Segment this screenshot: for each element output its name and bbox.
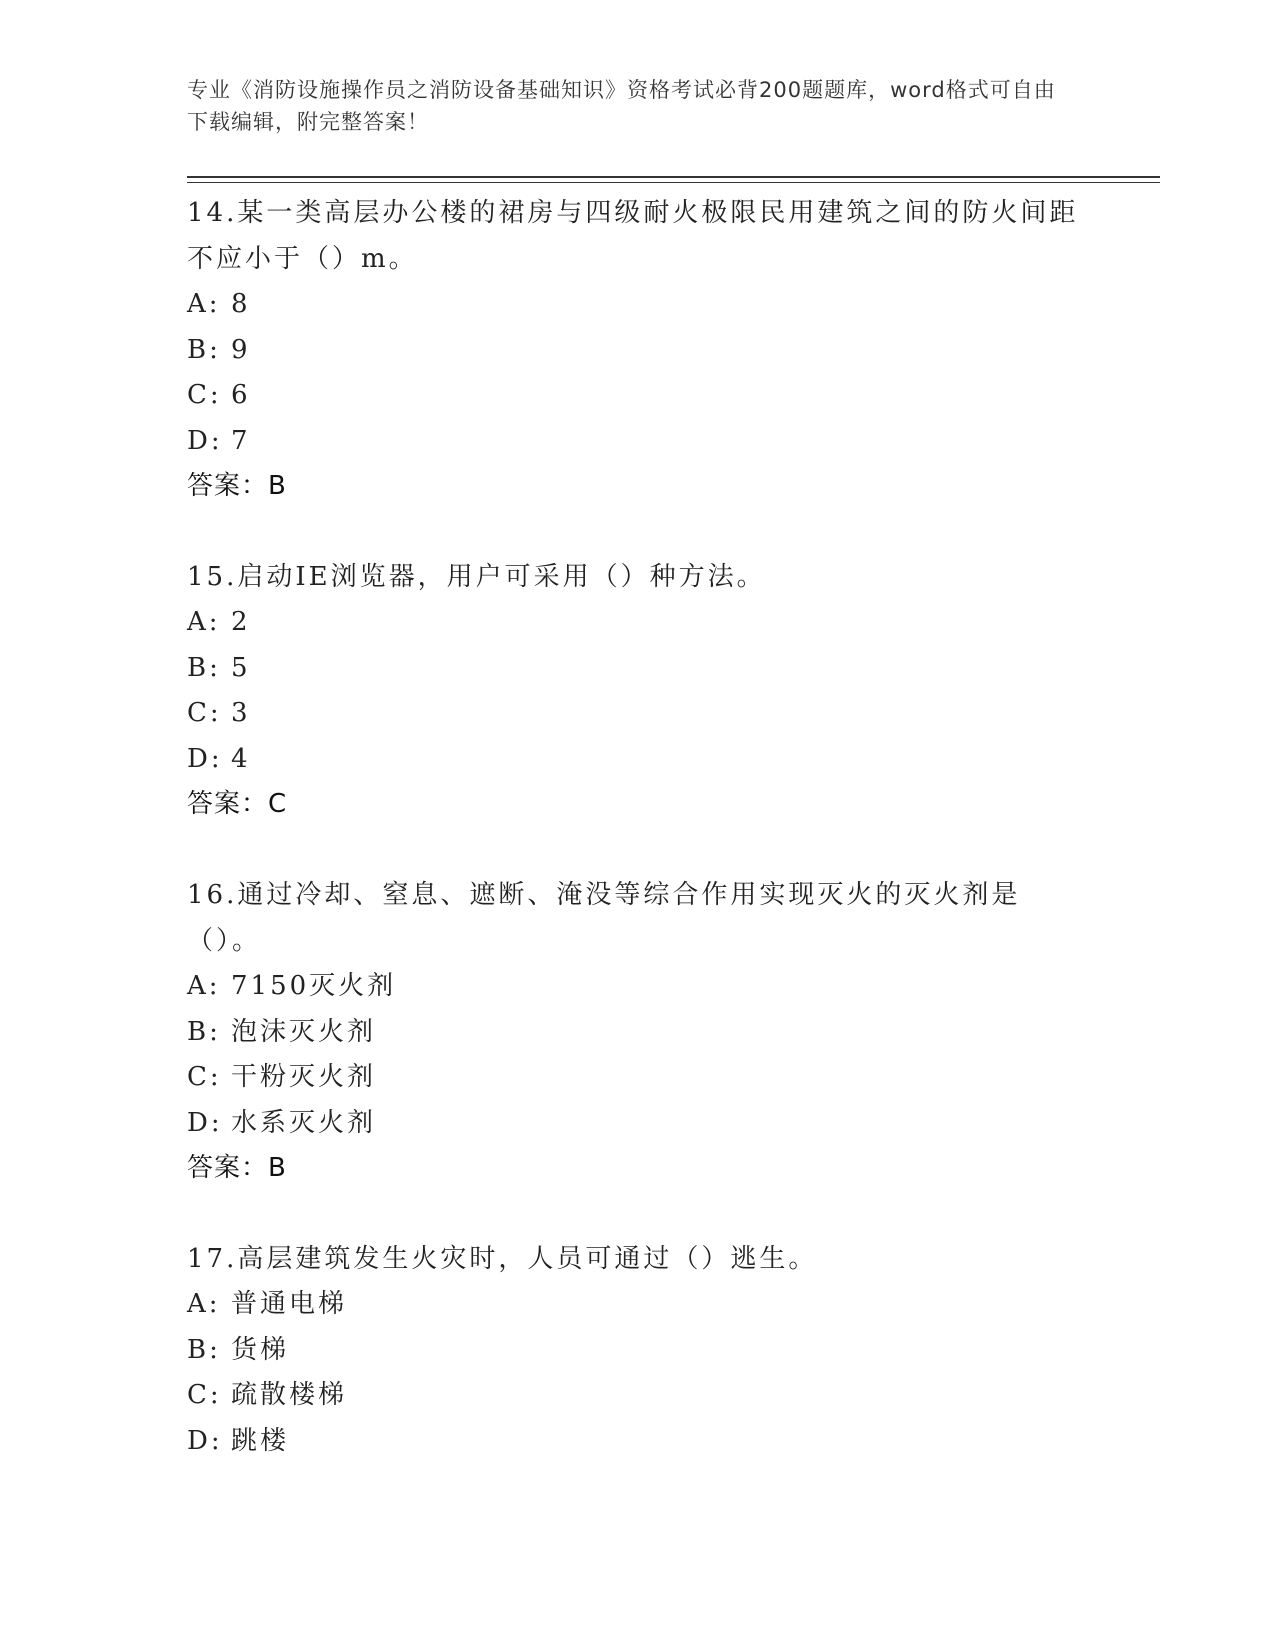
header-rule-thin: [187, 182, 1160, 183]
option-key: A:: [187, 607, 221, 637]
option-b: [187, 646, 1087, 692]
option-key: A:: [187, 1289, 221, 1319]
option-a: [187, 282, 1087, 328]
option-value: 水系灭火剂: [231, 1107, 377, 1138]
option-a: [187, 1282, 1087, 1328]
option-key: C:: [187, 1062, 222, 1092]
option-key: B:: [187, 1016, 221, 1047]
option-d: [187, 1101, 1087, 1147]
option-key: D:: [187, 1107, 223, 1138]
option-value: 7: [231, 425, 251, 456]
option-value: 7150灭火剂: [231, 971, 397, 1001]
document-header: 专业《消防设施操作员之消防设备基础知识》资格考试必背200题题库，word格式可自由下载编辑，附完整答案！: [187, 78, 1056, 134]
question-text: 14.某一类高层办公楼的裙房与四级耐火极限民用建筑之间的防火间距不应小于（）m。: [187, 198, 1079, 274]
option-d: [187, 1419, 1087, 1465]
option-b: [187, 328, 1087, 374]
answer: 答案：B: [187, 471, 287, 501]
option-c: [187, 691, 1087, 737]
option-key: C:: [187, 380, 222, 410]
option-c: [187, 1055, 1087, 1101]
option-key: D:: [187, 425, 223, 456]
question-text: 15.启动IE浏览器，用户可采用（）种方法。: [187, 562, 766, 592]
option-key: A:: [187, 289, 221, 319]
option-key: D:: [187, 743, 223, 774]
option-value: 2: [231, 607, 251, 637]
option-key: D:: [187, 1425, 223, 1456]
question-16: [187, 872, 1087, 1191]
question-15: [187, 554, 1087, 827]
option-value: 4: [231, 743, 251, 774]
option-b: [187, 1328, 1087, 1374]
question-14: [187, 190, 1087, 509]
option-b: [187, 1010, 1087, 1056]
question-17: [187, 1236, 1087, 1464]
option-d: [187, 737, 1087, 783]
option-value: 泡沫灭火剂: [231, 1016, 377, 1047]
option-value: 9: [231, 334, 251, 365]
option-a: [187, 600, 1087, 646]
option-key: C:: [187, 698, 222, 728]
option-c: [187, 1373, 1087, 1419]
option-key: B:: [187, 334, 221, 365]
answer: 答案：B: [187, 1153, 287, 1183]
option-value: 普通电梯: [231, 1289, 348, 1319]
option-c: [187, 373, 1087, 419]
option-value: 跳楼: [231, 1425, 290, 1456]
question-text: 16.通过冷却、窒息、遮断、淹没等综合作用实现灭火的灭火剂是（）。: [187, 880, 1021, 956]
option-key: C:: [187, 1380, 222, 1410]
question-text: 17.高层建筑发生火灾时，人员可通过（）逃生。: [187, 1244, 818, 1274]
option-value: 干粉灭火剂: [231, 1062, 377, 1092]
option-value: 8: [231, 289, 251, 319]
option-value: 6: [231, 380, 251, 410]
option-value: 5: [231, 652, 251, 683]
option-key: B:: [187, 652, 221, 683]
option-a: [187, 964, 1087, 1010]
option-value: 3: [231, 698, 251, 728]
option-d: [187, 419, 1087, 465]
option-key: B:: [187, 1334, 221, 1365]
header-rule-thick: [187, 176, 1160, 178]
question-list: [187, 190, 1087, 1509]
answer: 答案：C: [187, 789, 288, 819]
option-value: 货梯: [231, 1334, 290, 1365]
option-value: 疏散楼梯: [231, 1380, 348, 1410]
option-key: A:: [187, 971, 221, 1001]
